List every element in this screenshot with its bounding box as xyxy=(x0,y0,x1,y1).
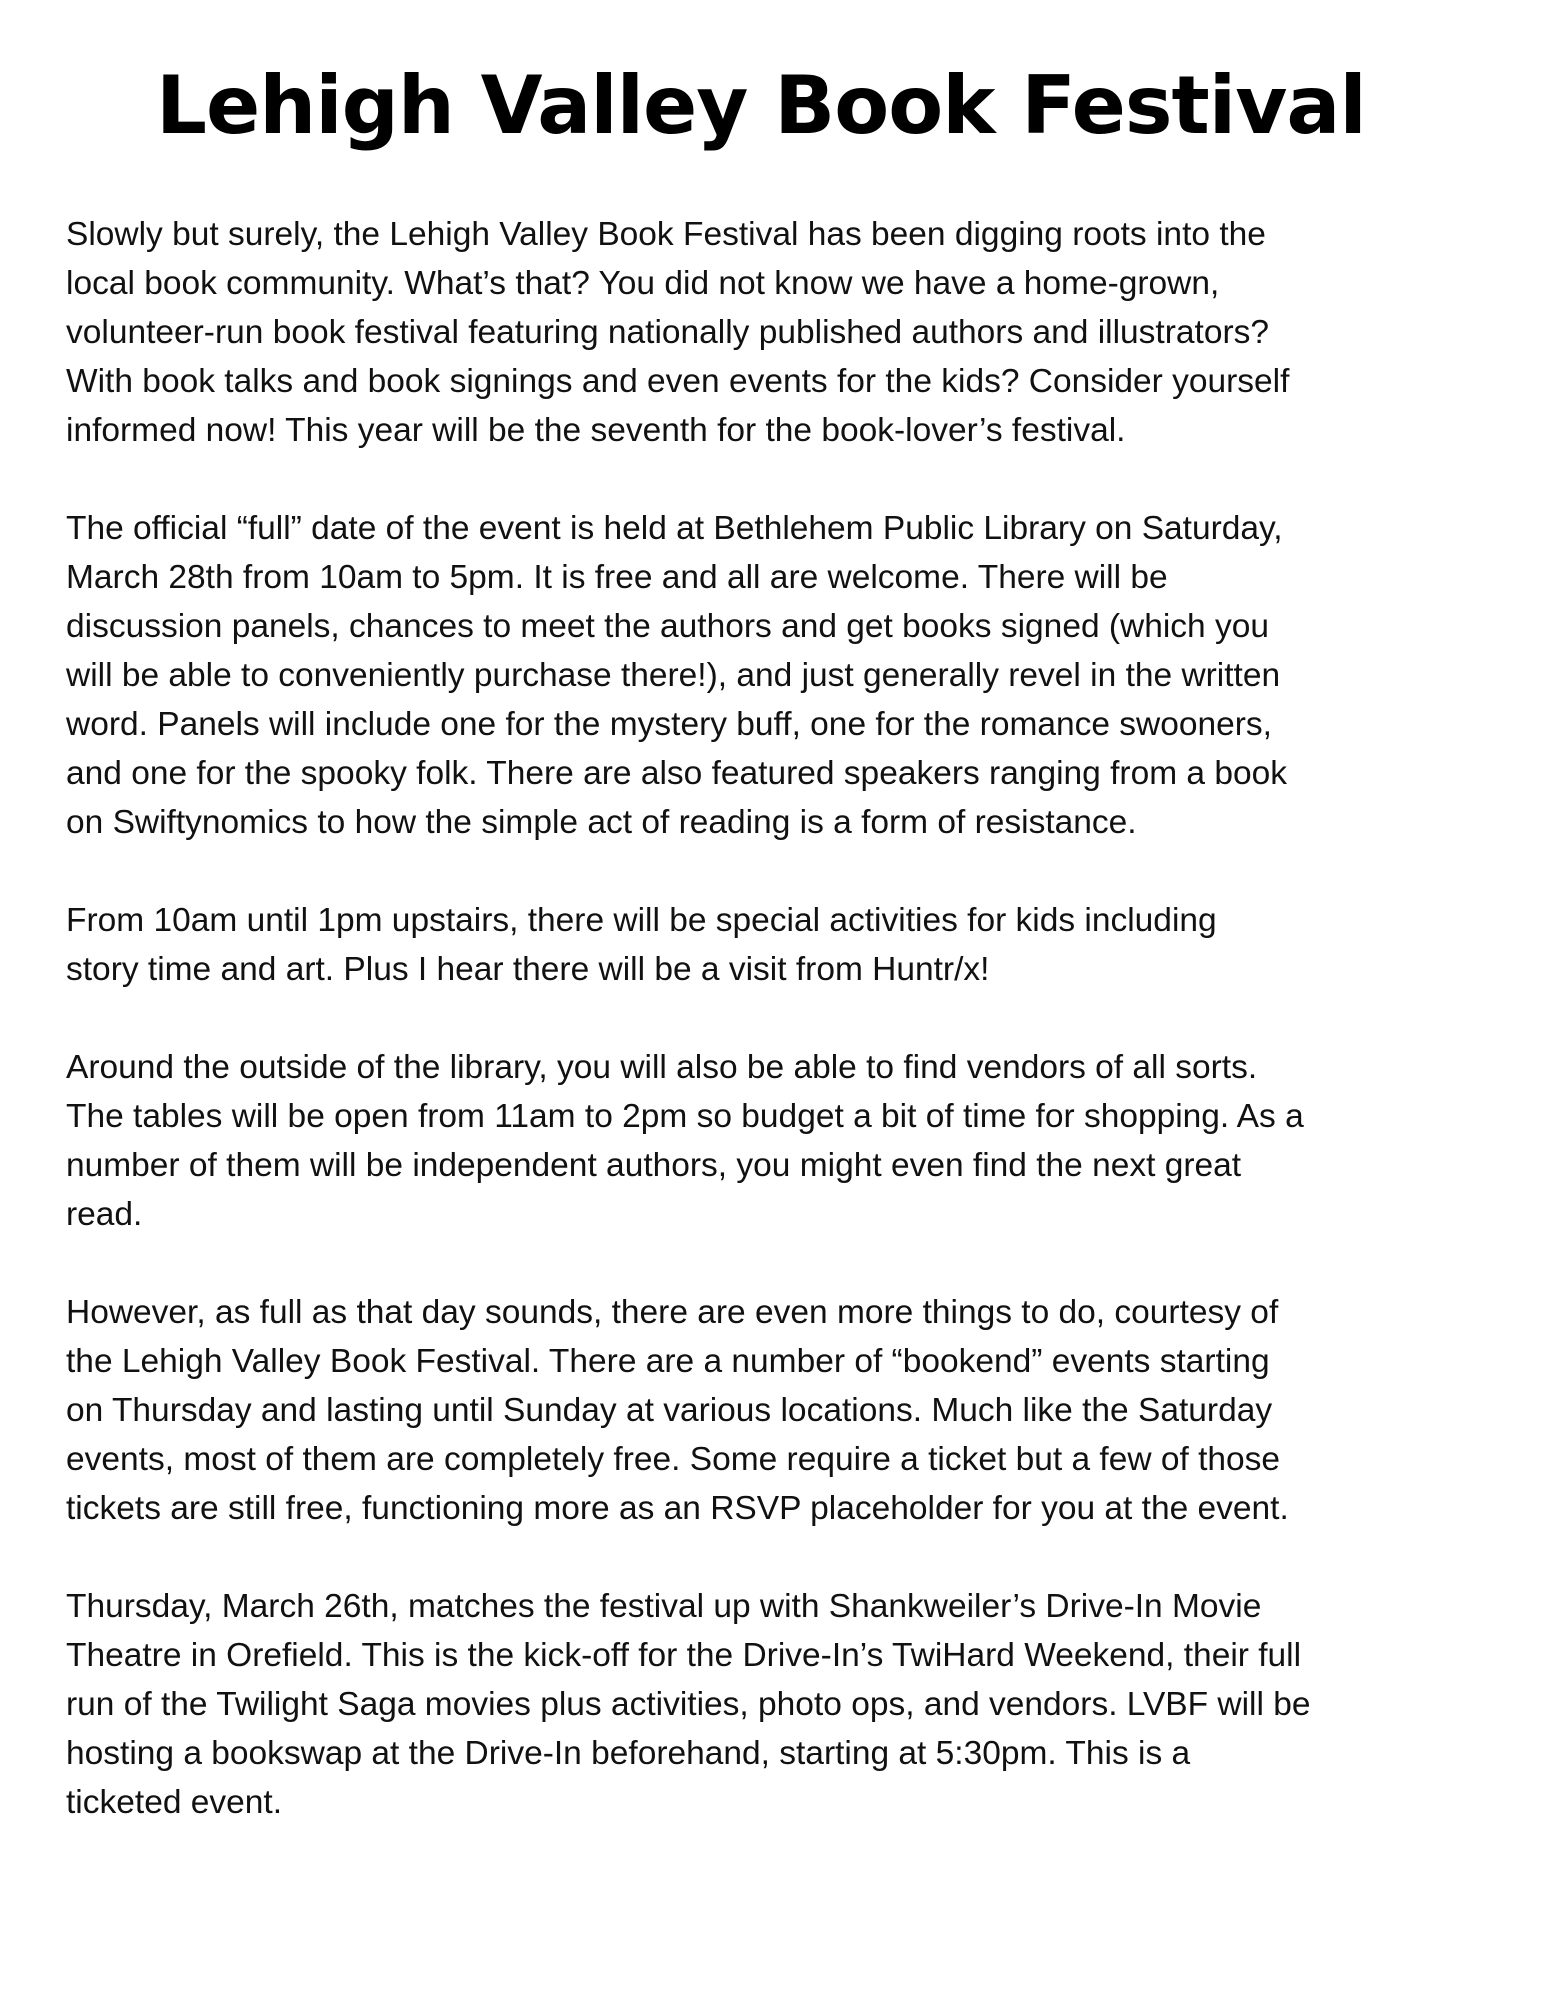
paragraph-line: the Lehigh Valley Book Festival. There are a number of “bookend” events starting xyxy=(66,1343,1270,1380)
paragraph-line: number of them will be independent authors, you might even find the next great xyxy=(66,1147,1242,1184)
paragraph-line: and one for the spooky folk. There are also featured speakers ranging from a book xyxy=(66,755,1287,792)
paragraph-line: volunteer-run book festival featuring nationally published authors and illustrators? xyxy=(66,314,1269,351)
paragraph-line: informed now! This year will be the seventh for the book-lover’s festival. xyxy=(66,412,1126,449)
paragraph-line: The official “full” date of the event is held at Bethlehem Public Library on Saturday, xyxy=(66,510,1283,547)
page-title: Lehigh Valley Book Festival xyxy=(156,59,1366,152)
article-paragraph-5 xyxy=(66,1288,1506,1533)
paragraph-line: ticketed event. xyxy=(66,1784,283,1821)
article-body xyxy=(66,210,1506,1876)
paragraph-line: discussion panels, chances to meet the authors and get books signed (which you xyxy=(66,608,1270,645)
article-paragraph-6 xyxy=(66,1582,1506,1827)
paragraph-line: on Swiftynomics to how the simple act of reading is a form of resistance. xyxy=(66,804,1137,841)
paragraph-line: hosting a bookswap at the Drive-In beforehand, starting at 5:30pm. This is a xyxy=(66,1735,1191,1772)
article-paragraph-4 xyxy=(66,1043,1506,1239)
paragraph-line: From 10am until 1pm upstairs, there will be special activities for kids including xyxy=(66,902,1217,939)
paragraph-line: Thursday, March 26th, matches the festival up with Shankweiler’s Drive-In Movie xyxy=(66,1588,1262,1625)
paragraph-line: The tables will be open from 11am to 2pm so budget a bit of time for shopping. As a xyxy=(66,1098,1304,1135)
paragraph-line: March 28th from 10am to 5pm. It is free and all are welcome. There will be xyxy=(66,559,1168,596)
paragraph-line: events, most of them are completely free. Some require a ticket but a few of those xyxy=(66,1441,1281,1478)
paragraph-line: on Thursday and lasting until Sunday at various locations. Much like the Saturday xyxy=(66,1392,1273,1429)
paragraph-line: word. Panels will include one for the mystery buff, one for the romance swooners, xyxy=(66,706,1272,743)
paragraph-line: Theatre in Orefield. This is the kick-off for the Drive-In’s TwiHard Weekend, their full xyxy=(66,1637,1302,1674)
paragraph-line: read. xyxy=(66,1196,143,1233)
paragraph-line: Slowly but surely, the Lehigh Valley Book Festival has been digging roots into the xyxy=(66,216,1266,253)
paragraph-line: However, as full as that day sounds, there are even more things to do, courtesy of xyxy=(66,1294,1279,1331)
paragraph-line: story time and art. Plus I hear there will be a visit from Huntr/x! xyxy=(66,951,990,988)
paragraph-line: run of the Twilight Saga movies plus activities, photo ops, and vendors. LVBF will be xyxy=(66,1686,1311,1723)
paragraph-line: local book community. What’s that? You did not know we have a home-grown, xyxy=(66,265,1220,302)
article-paragraph-2 xyxy=(66,504,1506,847)
paragraph-line: tickets are still free, functioning more as an RSVP placeholder for you at the event. xyxy=(66,1490,1289,1527)
article-paragraph-3 xyxy=(66,896,1506,994)
paragraph-line: will be able to conveniently purchase there!), and just generally revel in the written xyxy=(66,657,1281,694)
paragraph-line: Around the outside of the library, you will also be able to find vendors of all sorts. xyxy=(66,1049,1258,1086)
article-paragraph-1 xyxy=(66,210,1506,455)
paragraph-line: With book talks and book signings and even events for the kids? Consider yourself xyxy=(66,363,1290,400)
